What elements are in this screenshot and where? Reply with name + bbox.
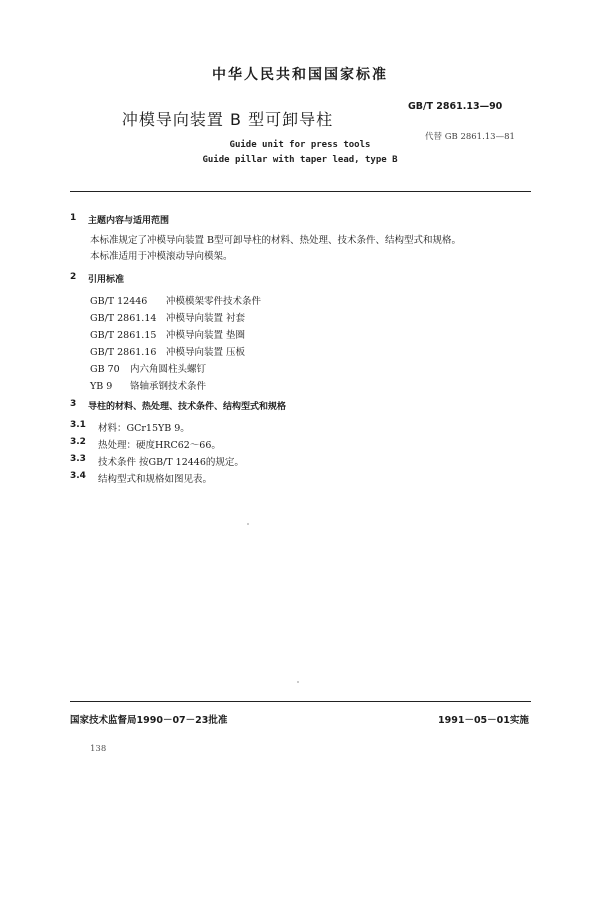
effective-date: 1991－05－01实施 (438, 715, 529, 726)
section-3-number: 3 (70, 399, 77, 409)
clause-text: 技术条件 按GB/T 12446的规定。 (98, 457, 244, 468)
reference-item (90, 293, 261, 307)
section-2-number: 2 (70, 272, 77, 282)
clause-text: 材料：GCr15YB 9。 (98, 423, 190, 434)
reference-item (90, 327, 245, 341)
standard-code: GB/T 2861.13—90 (408, 101, 503, 112)
reference-code: GB/T 12446 (90, 296, 148, 307)
reference-code: GB/T 2861.15 (90, 330, 157, 341)
scan-speck (247, 523, 249, 525)
section-1-paragraph-1: 本标准规定了冲模导向装置 B型可卸导柱的材料、热处理、技术条件、结构型式和规格。 (90, 235, 462, 246)
reference-code: GB/T 2861.16 (90, 347, 157, 358)
replaces-note: 代替 GB 2861.13—81 (425, 132, 515, 142)
reference-title: 冲模导向装置 垫圈 (166, 330, 246, 341)
reference-title: 冲模导向装置 压板 (166, 347, 246, 358)
clause-text: 热处理：硬度HRC62～66。 (98, 440, 221, 451)
clause-number: 3.3 (70, 454, 86, 464)
section-3-title: 导柱的材料、热处理、技术条件、结构型式和规格 (88, 402, 287, 412)
clause-number: 3.2 (70, 437, 86, 447)
page-number: 138 (90, 744, 107, 754)
reference-item (90, 344, 245, 358)
reference-item (90, 361, 206, 375)
country-standard-heading: 中华人民共和国国家标准 (212, 67, 388, 83)
clause-number: 3.4 (70, 471, 86, 481)
footer-divider (70, 701, 531, 702)
approval-date: 国家技术监督局1990－07－23批准 (70, 715, 228, 726)
reference-title: 冲模模架零件技术条件 (166, 296, 262, 307)
reference-code: GB 70 (90, 364, 120, 375)
section-1-number: 1 (70, 213, 77, 223)
section-2-title: 引用标准 (88, 275, 125, 285)
header-divider (70, 191, 531, 192)
reference-title: 冲模导向装置 衬套 (166, 313, 246, 324)
reference-item (90, 378, 206, 392)
section-1-paragraph-2: 本标准适用于冲模滚动导向模架。 (90, 251, 233, 262)
clause-number: 3.1 (70, 420, 86, 430)
reference-code: YB 9 (90, 381, 113, 392)
title-english-line-2: Guide pillar with taper lead, type B (202, 155, 398, 165)
reference-item (90, 310, 245, 324)
reference-title: 铬轴承钢技术条件 (130, 381, 207, 392)
title-chinese: 冲模导向装置 B 型可卸导柱 (121, 110, 334, 129)
reference-title: 内六角圆柱头螺钉 (130, 364, 207, 375)
section-1-title: 主题内容与适用范围 (88, 216, 170, 226)
scan-speck (297, 681, 299, 683)
title-english-line-1: Guide unit for press tools (229, 140, 371, 150)
reference-code: GB/T 2861.14 (90, 313, 157, 324)
clause-text: 结构型式和规格如图见表。 (98, 474, 213, 485)
